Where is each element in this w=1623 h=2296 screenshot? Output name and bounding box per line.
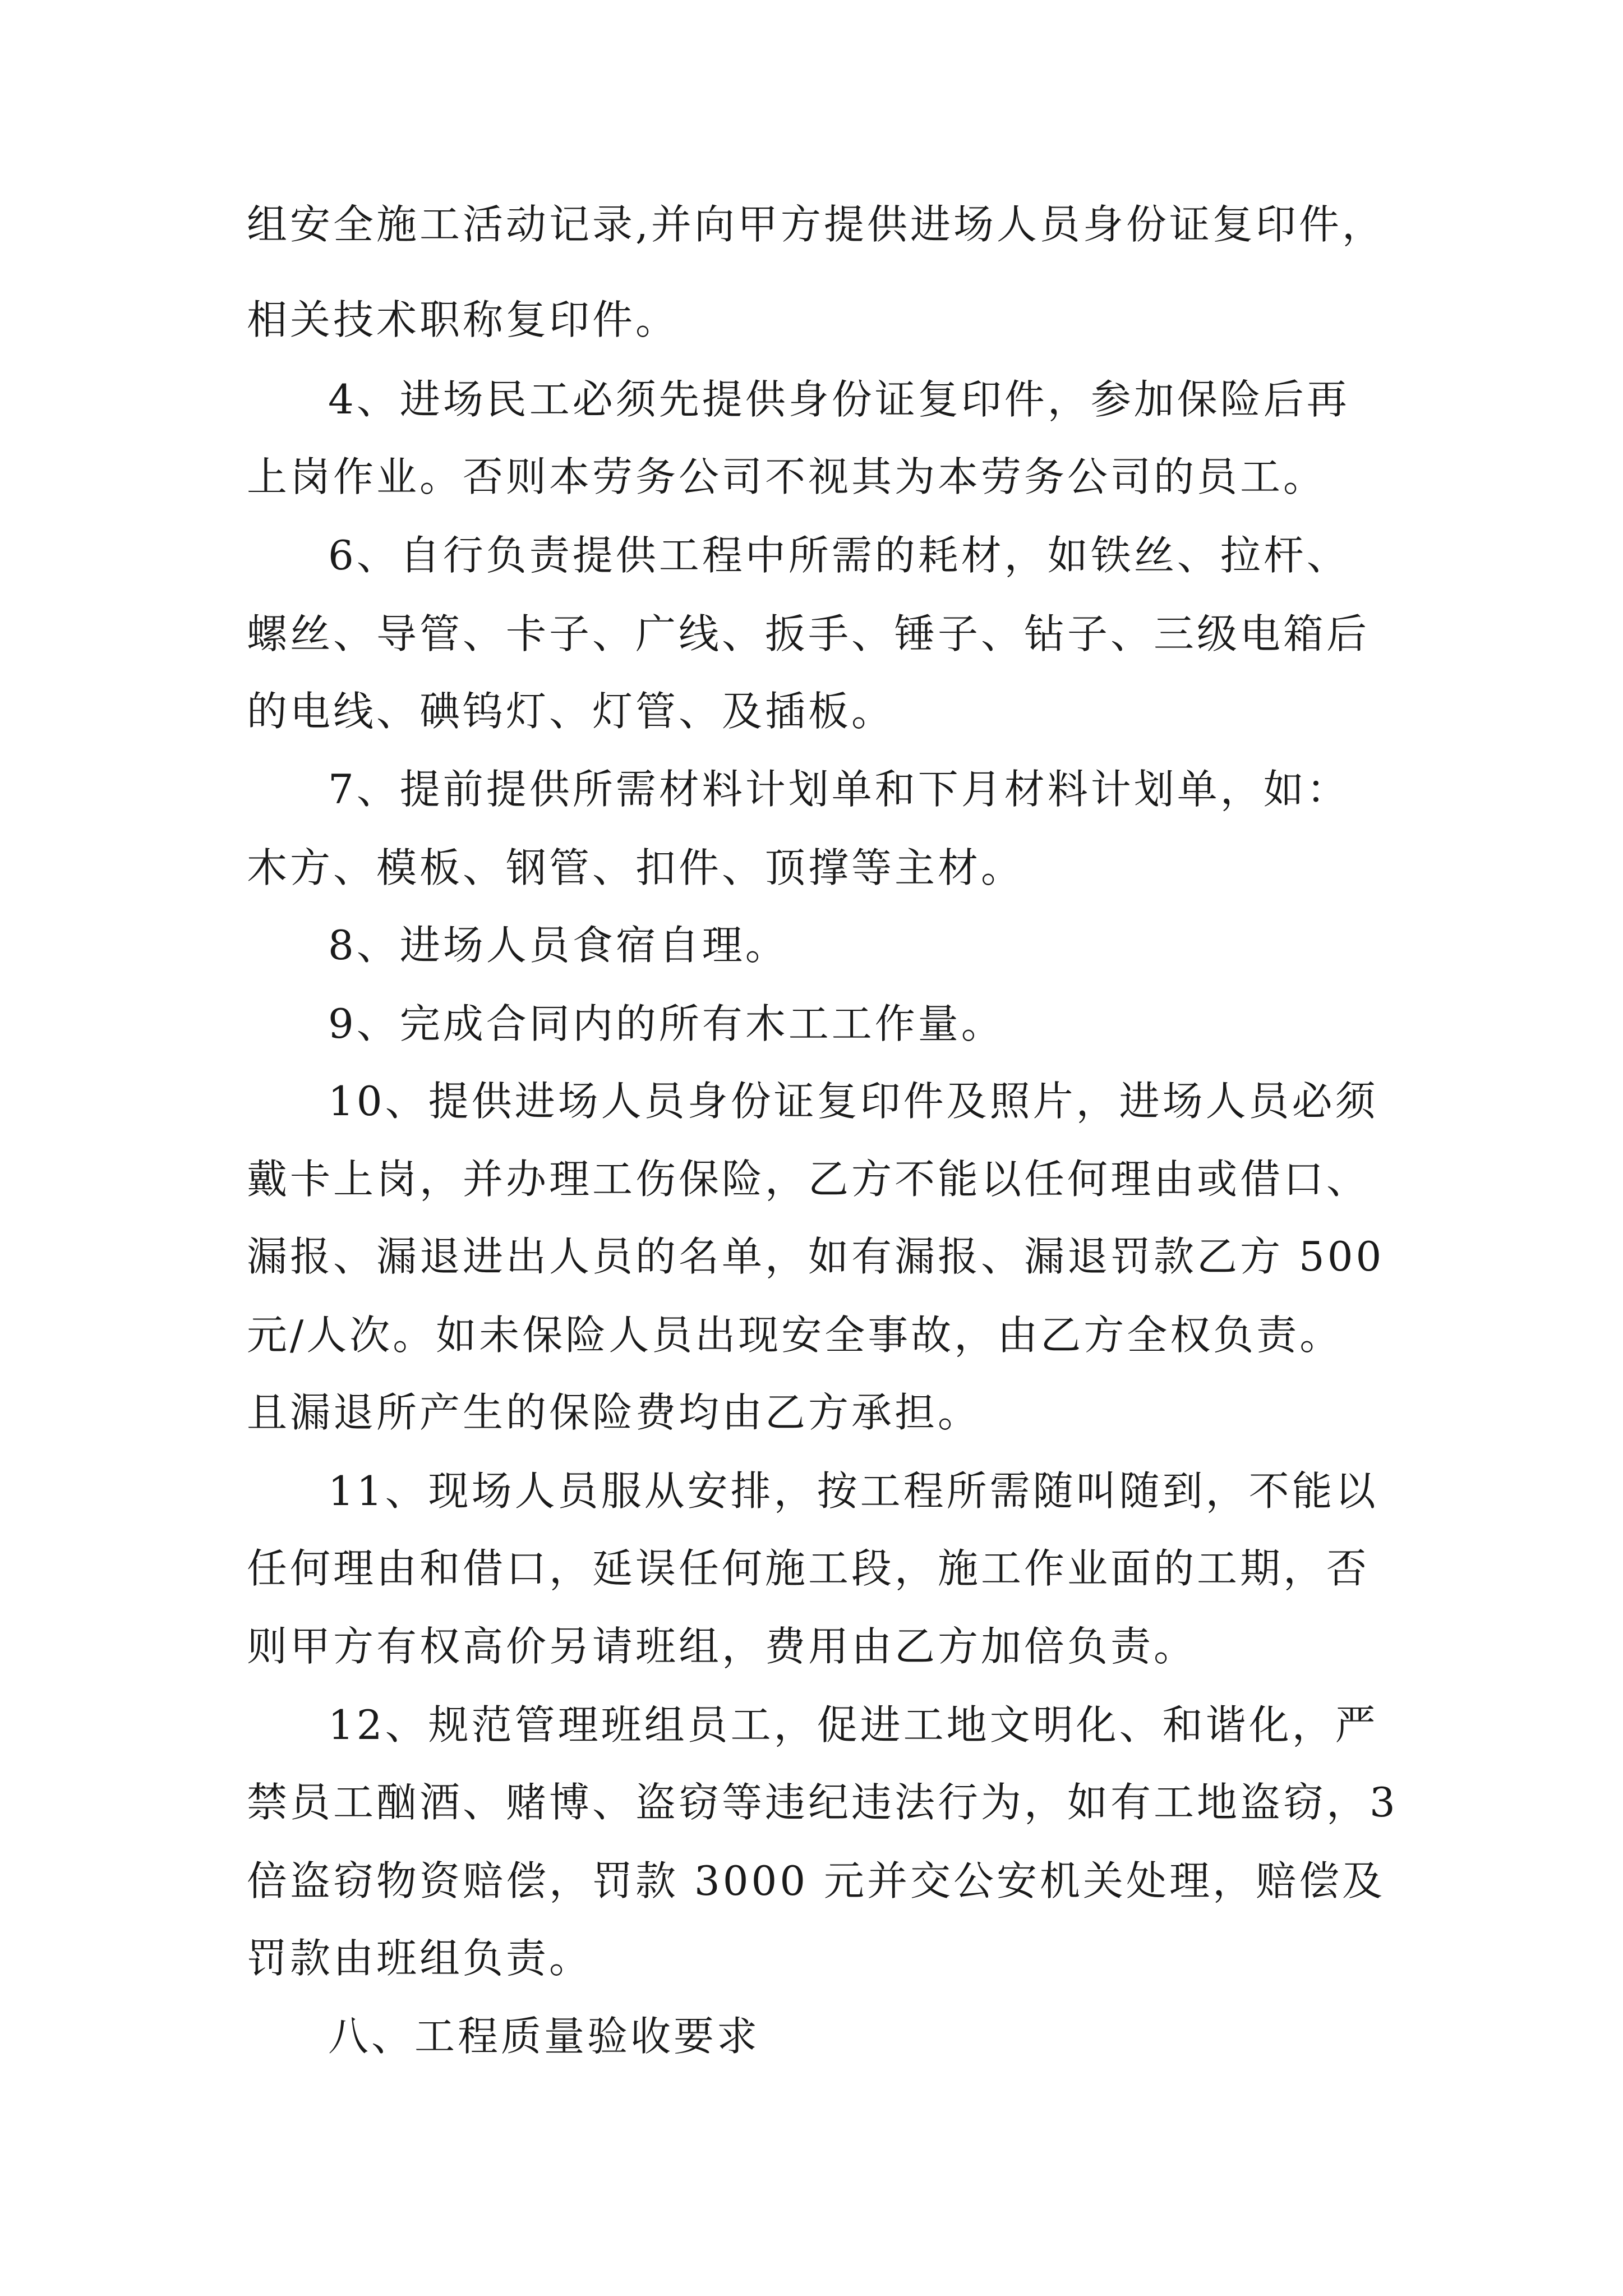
text-line: 漏报、漏退进出人员的名单，如有漏报、漏退罚款乙方 500 xyxy=(247,1233,1385,1280)
text-line: 上岗作业。否则本劳务公司不视其为本劳务公司的员工。 xyxy=(247,453,1327,500)
text-line: 木方、模板、钢管、扣件、顶撑等主材。 xyxy=(247,844,1025,891)
paragraph-item-4: 4、进场民工必须先提供身份证复印件，参加保险后再 xyxy=(328,376,1350,423)
paragraph-item-8: 8、进场人员食宿自理。 xyxy=(328,922,789,969)
paragraph-item-12: 12、规范管理班组员工，促进工地文明化、和谐化，严 xyxy=(328,1701,1378,1749)
paragraph-item-7: 7、提前提供所需材料计划单和下月材料计划单，如： xyxy=(328,766,1350,813)
paragraph-item-6: 6、自行负责提供工程中所需的耗材，如铁丝、拉杆、 xyxy=(328,532,1350,579)
text-line: 螺丝、导管、卡子、广线、扳手、锤子、钻子、三级电箱后 xyxy=(247,610,1370,657)
paragraph-item-9: 9、完成合同内的所有木工工作量。 xyxy=(328,1000,1004,1047)
paragraph-item-11: 11、现场人员服从安排，按工程所需随叫随到，不能以 xyxy=(328,1467,1378,1515)
paragraph-item-10: 10、提供进场人员身份证复印件及照片，进场人员必须 xyxy=(328,1078,1378,1125)
text-line: 倍盗窃物资赔偿，罚款 3000 元并交公安机关处理，赔偿及 xyxy=(247,1857,1386,1904)
text-line: 元/人次。如未保险人员出现安全事故，由乙方全权负责。 xyxy=(247,1312,1343,1359)
section-heading: 八、工程质量验收要求 xyxy=(328,2013,760,2060)
text-line: 相关技术职称复印件。 xyxy=(247,296,679,343)
text-line: 且漏退所产生的保险费均由乙方承担。 xyxy=(247,1389,981,1436)
text-line: 组安全施工活动记录,并向甲方提供进场人员身份证复印件， xyxy=(247,201,1385,248)
text-line: 则甲方有权高价另请班组，费用由乙方加倍负责。 xyxy=(247,1623,1197,1670)
text-line: 禁员工酗酒、赌博、盗窃等违纪违法行为，如有工地盗窃，3 xyxy=(247,1779,1398,1826)
text-line: 的电线、碘钨灯、灯管、及插板。 xyxy=(247,688,895,735)
text-line: 戴卡上岗，并办理工伤保险，乙方不能以任何理由或借口、 xyxy=(247,1156,1370,1203)
text-line: 任何理由和借口，延误任何施工段，施工作业面的工期，否 xyxy=(247,1545,1370,1592)
text-line: 罚款由班组负责。 xyxy=(247,1935,593,1982)
